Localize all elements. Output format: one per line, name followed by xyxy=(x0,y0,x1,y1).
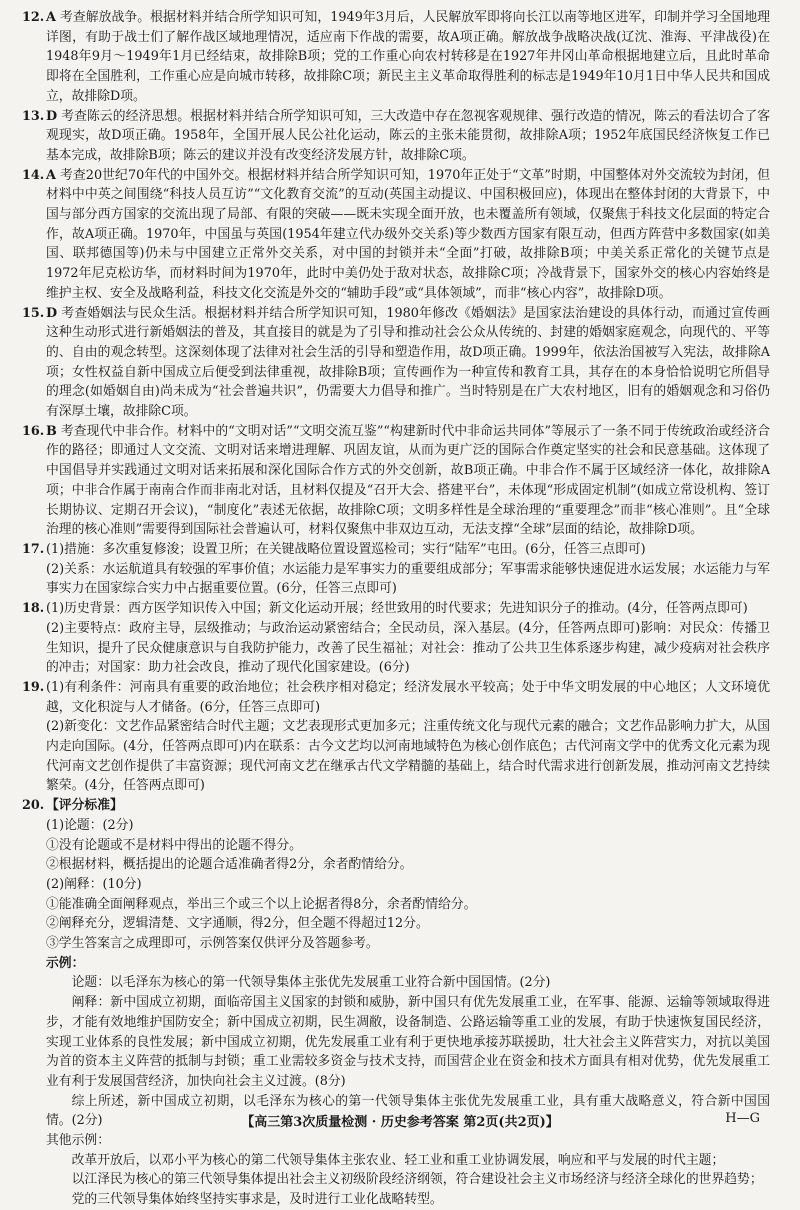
answer-16 xyxy=(22,422,770,540)
question-number: 13. xyxy=(22,108,45,124)
answer-part-1: (1)措施：多次重复修浚；设置卫所；在关键战略位置设置巡检司；实行“陆军”屯田。(6分，任答三点即可) xyxy=(46,541,646,557)
answer-13 xyxy=(22,107,770,166)
answer-letter: B xyxy=(46,423,57,439)
answer-14 xyxy=(22,166,770,304)
answer-letter: D xyxy=(46,305,58,321)
example-title: 示例： xyxy=(46,955,85,971)
answer-part-2: (2)主要特点：政府主导，层级推动；与政治运动紧密结合；全民动员，深入基层。(4分，任答两点即可)影响：对民众：传播卫生知识，提升了民众健康意识与自我防护能力，改善了民生福祉；对社会：推动了公共卫生体系逐步构建，减少疫病对社会秩序的冲击；对国家：助力社会改良，推动了现代化国家建设。(6分) xyxy=(46,620,770,676)
answer-letter: A xyxy=(46,10,56,25)
question-number: 20. xyxy=(22,798,45,814)
question-number: 17. xyxy=(22,541,45,557)
explanation-criteria-title: (2)阐释：(10分) xyxy=(46,876,142,892)
thesis-criteria-1: ①没有论题或不是材料中得出的论题不得分。 xyxy=(46,837,302,853)
footer-title: 【高三第3次质量检测 · 历史参考答案 第2页(共2页)】 xyxy=(241,1115,559,1130)
thesis-criteria-title: (1)论题：(2分) xyxy=(46,817,134,833)
answer-part-2: (2)关系：水运航道具有较强的军事价值；水运能力是军事实力的重要组成部分；军事需求能够快速促进水运发展；水运能力与军事实力在国家综合实力中占据重要位置。(6分，任答三点即可) xyxy=(46,561,770,597)
explanation-criteria-2: ②阐释充分，逻辑清楚、文字通顺，得2分，但全题不得超过12分。 xyxy=(46,916,429,932)
answer-content xyxy=(22,8,770,1210)
explanation-criteria-3: ③学生答案言之成理即可，示例答案仅供评分及答题参考。 xyxy=(46,936,379,952)
explanation-criteria-1: ①能准确全面阐释观点，举出三个或三个以上论据者得8分，余者酌情给分。 xyxy=(46,896,477,912)
answer-part-1: (1)历史背景：西方医学知识传入中国；新文化运动开展；经世致用的时代要求；先进知识分子的推动。(4分，任答两点即可) xyxy=(46,601,748,617)
answer-12 xyxy=(22,8,770,107)
answer-part-2: (2)新变化：文艺作品紧密结合时代主题；文艺表现形式更加多元；注重传统文化与现代元素的融合；文艺作品影响力扩大，从国内走向国际。(4分，任答两点即可)内在联系：古今文艺均以河南地域特色为核心创作底色；古代河南文学中的优秀文化元素为现代河南文艺创作提供了丰富资源；现代河南文艺在继承古代文学精髓的基础上，结合时代需求进行创新发展，推动河南文艺持续繁荣。(4分，任答两点即可) xyxy=(46,719,770,794)
answer-explanation: 考查陈云的经济思想。根据材料并结合所学知识可知，三大改造中存在忽视客观规律、强行改造的情况，陈云的看法切合了客观现实，故D项正确。1958年，全国开展人民公社化运动，陈云的主张未能贯彻，故排除A项；1952年底国民经济恢复工作已基本完成，故排除B项；陈云的建议并没有改变经济发展方针，故排除C项。 xyxy=(46,108,770,163)
answer-letter: A xyxy=(46,167,56,183)
thesis-criteria-2: ②根据材料，概括提出的论题合适准确者得2分，余者酌情给分。 xyxy=(46,857,413,873)
question-number: 15. xyxy=(22,305,45,321)
answer-20 xyxy=(22,796,770,1210)
answer-18 xyxy=(22,599,770,678)
footer-code: H—G xyxy=(725,1111,760,1126)
question-number: 16. xyxy=(22,423,45,439)
example-conclusion: 综上所述，新中国成立初期，以毛泽东为核心的第一代领导集体主张优先发展重工业，具有重大战略意义，符合新中国国情。(2分) xyxy=(46,1093,770,1129)
scoring-heading: 【评分标准】 xyxy=(46,798,123,814)
answer-17 xyxy=(22,540,770,599)
question-number: 12. xyxy=(22,10,45,25)
answer-explanation: 考查婚姻法与民众生活。根据材料并结合所学知识可知，1980年修改《婚姻法》是国家法治建设的具体行动，而通过宣传画这种生动形式进行新婚姻法的普及，其直接目的就是为了引导和推动社会公众从传统的、封建的婚姻家庭观念，向现代的、平等的、自由的观念转型。这深刻体现了法律对社会生活的引导和塑造作用，故D项正确。1999年，依法治国被写入宪法，故排除A项；女性权益自新中国成立后便受到法律重视，故排除B项；宣传画作为一种宣传和教育工具，其存在的本身恰恰说明它所倡导的理念(如婚姻自由)尚未成为“社会普遍共识”，仍需要大力倡导和推广。当时特别是在广大农村地区，旧有的婚姻观念和习俗仍有深厚土壤，故排除C项。 xyxy=(46,305,770,420)
example-thesis: 论题：以毛泽东为核心的第一代领导集体主张优先发展重工业符合新中国国情。(2分) xyxy=(71,975,551,991)
example-explanation: 阐释：新中国成立初期，面临帝国主义国家的封锁和威胁，新中国只有优先发展重工业，在军事、能源、运输等领域取得进步，才能有效地维护国防安全；新中国成立初期，民生凋敝，设备制造、公路运输等重工业的发展，有助于快速恢复国民经济，实现工业体系的良性发展；新中国成立初期，优先发展重工业有利于更快地承接苏联援助，壮大社会主义阵营实力，对抗以美国为首的资本主义阵营的抵制与封锁；重工业需较多资金与技术支持，而国营企业在资金和技术方面具有相对优势，优先发展重工业有利于发展国营经济，加快向社会主义过渡。(8分) xyxy=(46,995,770,1089)
answer-15 xyxy=(22,304,770,422)
other-example-1: 改革开放后，以邓小平为核心的第二代领导集体主张农业、轻工业和重工业协调发展，响应和平与发展的时代主题； xyxy=(71,1152,725,1168)
other-example-2: 以江泽民为核心的第三代领导集体提出社会主义初级阶段经济纲领，符合建设社会主义市场经济与经济全球化的世界趋势； xyxy=(71,1172,763,1188)
other-examples-title: 其他示例： xyxy=(46,1133,110,1149)
answer-letter: D xyxy=(46,108,58,124)
question-number: 18. xyxy=(22,601,45,617)
answer-explanation: 考查20世纪70年代的中国外交。根据材料并结合所学知识可知，1970年正处于“文革”时期，中国整体对外交流较为封闭，但材料中中英之间围绕“科技人员互访”“文化教育交流”的互动(英国主动提议、中国积极回应)，体现出在整体封闭的大背景下，中国与部分西方国家的交流出现了局部、有限的突破——既未实现全面开放，也未覆盖所有领域，仅聚焦于科技文化层面的特定合作，故A项正确。1970年，中国虽与英国(1954年建立代办级外交关系)等少数西方国家有限互动，但西方阵营中多数国家(如美国、联邦德国等)仍未与中国建立正常外交关系，对中国的封锁并未“全面”打破，故排除B项；中美关系正常化的关键节点是1972年尼克松访华，而材料时间为1970年，此时中美仍处于敌对状态，故排除C项；冷战背景下，国家外交的核心内容始终是维护主权、安全及战略利益，科技文化交流是外交的“辅助手段”或“具体领域”，而非“核心内容”，故排除D项。 xyxy=(46,167,770,301)
question-number: 14. xyxy=(22,167,45,183)
question-number: 19. xyxy=(22,679,45,695)
answer-part-1: (1)有利条件：河南具有重要的政治地位；社会秩序相对稳定；经济发展水平较高；处于中华文明发展的中心地区；人文环境优越，文化积淀与人才储备。(6分，任答三点即可) xyxy=(46,679,770,715)
answer-explanation: 考查解放战争。根据材料并结合所学知识可知，1949年3月后，人民解放军即将向长江以南等地区进军，印制并学习全国地理详图，有助于战士们了解作战区域地理情况，适应南下作战的需要，故A项正确。解放战争战略决战(辽沈、淮海、平津战役)在1948年9月～1949年1月已经结束，故排除B项；党的工作重心向农村转移是在1927年井冈山革命根据地建立后，且此时革命即将在全国胜利，工作重心应是向城市转移，故排除C项；新民主主义革命取得胜利的标志是1949年10月1日中华人民共和国成立，故排除D项。 xyxy=(46,10,770,104)
other-example-3: 党的三代领导集体始终坚持实事求是，及时进行工业化战略转型。 xyxy=(71,1192,443,1208)
answer-explanation: 考查现代中非合作。材料中的“文明对话”“文明交流互鉴”“构建新时代中非命运共同体”等展示了一条不同于传统政治或经济合作的路径；即通过人文交流、文明对话来增进理解、巩固友谊，从而为更广泛的国际合作奠定坚实的社会和民意基础。这体现了中国倡导并实践通过文明对话来拓展和深化国际合作方式的外交创新，故B项正确。中非合作不属于区域经济一体化，故排除A项；中非合作属于南南合作而非南北对话，且材料仅提及“召开大会、搭建平台”，未体现“形成固定机制”(如成立常设机构、签订长期协议、定期召开会议)，“制度化”表述无依据，故排除C项；文明多样性是全球治理的“重要理念”而非“核心准则”。且“全球治理的核心准则”需要得到国际社会普遍认可，材料仅聚焦中非双边互动，无法支撑“全球”层面的结论，故排除D项。 xyxy=(46,423,770,538)
answer-19 xyxy=(22,678,770,796)
